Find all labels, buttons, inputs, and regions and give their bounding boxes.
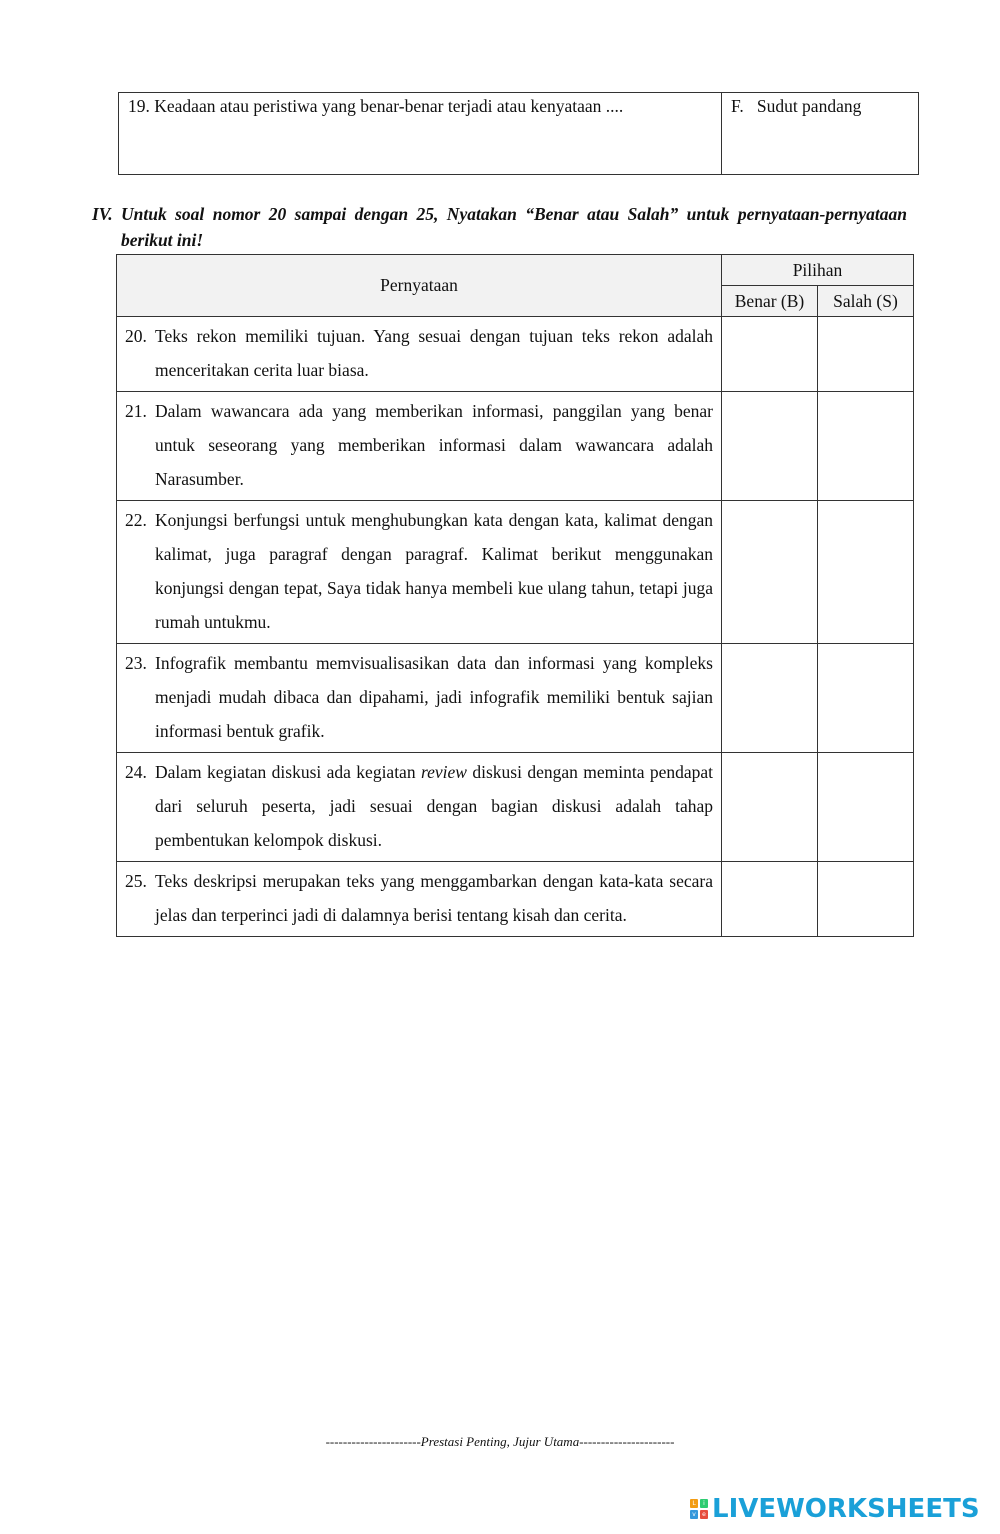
answer-true-cell[interactable] <box>722 862 818 937</box>
option-f-cell: F. Sudut pandang <box>722 93 919 175</box>
statement-cell <box>117 392 722 501</box>
logo-grid-cell: i <box>700 1499 708 1508</box>
header-false: Salah (S) <box>818 286 914 317</box>
header-true: Benar (B) <box>722 286 818 317</box>
answer-false-cell[interactable] <box>818 317 914 392</box>
statement-text: Teks deskripsi merupakan teks yang menggambarkan dengan kata-kata secara jelas dan terperinci jadi di dalamnya berisi tentang kisah dan cerita. <box>155 871 713 925</box>
statement-cell <box>117 317 722 392</box>
table-row <box>117 392 914 501</box>
statement-text-continued: diskusi dengan meminta pendapat dari seluruh peserta, jadi sesuai dengan bagian diskusi adalah tahap pembentukan kelompok diskusi. <box>155 762 713 850</box>
answer-true-cell[interactable] <box>722 392 818 501</box>
statement-italic-term: review <box>420 762 467 782</box>
table-row <box>117 644 914 753</box>
answer-true-cell[interactable] <box>722 501 818 644</box>
logo-grid-icon <box>690 1499 708 1519</box>
statement-text: Infografik membantu memvisualisasikan data dan informasi yang kompleks menjadi mudah dibaca dan dipahami, jadi infografik memiliki bentuk sajian informasi bentuk grafik. <box>155 653 713 741</box>
answer-true-cell[interactable] <box>722 644 818 753</box>
table-row <box>119 93 919 175</box>
header-choice: Pilihan <box>722 255 914 286</box>
logo-grid-cell: e <box>700 1510 708 1519</box>
answer-false-cell[interactable] <box>818 644 914 753</box>
answer-true-cell[interactable] <box>722 317 818 392</box>
statement-number: 25. <box>125 871 147 891</box>
statement-cell <box>117 862 722 937</box>
statement-cell <box>117 753 722 862</box>
answer-true-cell[interactable] <box>722 753 818 862</box>
statement-number: 21. <box>125 401 147 421</box>
statement-number: 20. <box>125 326 147 346</box>
answer-false-cell[interactable] <box>818 501 914 644</box>
table-row <box>117 753 914 862</box>
answer-false-cell[interactable] <box>818 753 914 862</box>
answer-false-cell[interactable] <box>818 862 914 937</box>
header-statement: Pernyataan <box>117 255 722 317</box>
table-header-row <box>117 255 914 286</box>
answer-false-cell[interactable] <box>818 392 914 501</box>
table-row <box>117 501 914 644</box>
statement-cell <box>117 501 722 644</box>
logo-grid-cell: v <box>690 1510 698 1519</box>
statement-text: Teks rekon memiliki tujuan. Yang sesuai dengan tujuan teks rekon adalah menceritakan cerita luar biasa. <box>155 326 713 380</box>
table-row <box>117 862 914 937</box>
instruction-text: Untuk soal nomor 20 sampai dengan 25, Nyatakan “Benar atau Salah” untuk pernyataan-pernyataan berikut ini! <box>121 204 907 250</box>
statement-number: 23. <box>125 653 147 673</box>
statement-text: Dalam kegiatan diskusi ada kegiatan <box>155 762 421 782</box>
footer-motto: ----------------------Prestasi Penting, Jujur Utama---------------------- <box>325 1434 675 1449</box>
statement-text: Dalam wawancara ada yang memberikan informasi, panggilan yang benar untuk seseorang yang memberikan informasi dalam wawancara adalah Narasumber. <box>155 401 713 489</box>
statement-cell <box>117 644 722 753</box>
table-row <box>117 317 914 392</box>
true-false-table <box>116 254 914 937</box>
logo-grid-cell: L <box>690 1499 698 1508</box>
previous-question-table <box>118 92 919 175</box>
logo-text: LIVEWORKSHEETS <box>712 1494 980 1524</box>
section-number: IV. <box>92 204 113 224</box>
statement-number: 24. <box>125 762 147 782</box>
statement-text: Konjungsi berfungsi untuk menghubungkan kata dengan kata, kalimat dengan kalimat, juga paragraf dengan paragraf. Kalimat berikut menggunakan konjungsi dengan tepat, Saya tidak hanya membeli kue ulang tahun, tetapi juga rumah untukmu. <box>155 510 713 632</box>
question-19-cell: 19. Keadaan atau peristiwa yang benar-benar terjadi atau kenyataan .... <box>119 93 722 175</box>
section-instruction <box>92 201 907 253</box>
liveworksheets-logo <box>690 1494 980 1524</box>
statement-number: 22. <box>125 510 147 530</box>
